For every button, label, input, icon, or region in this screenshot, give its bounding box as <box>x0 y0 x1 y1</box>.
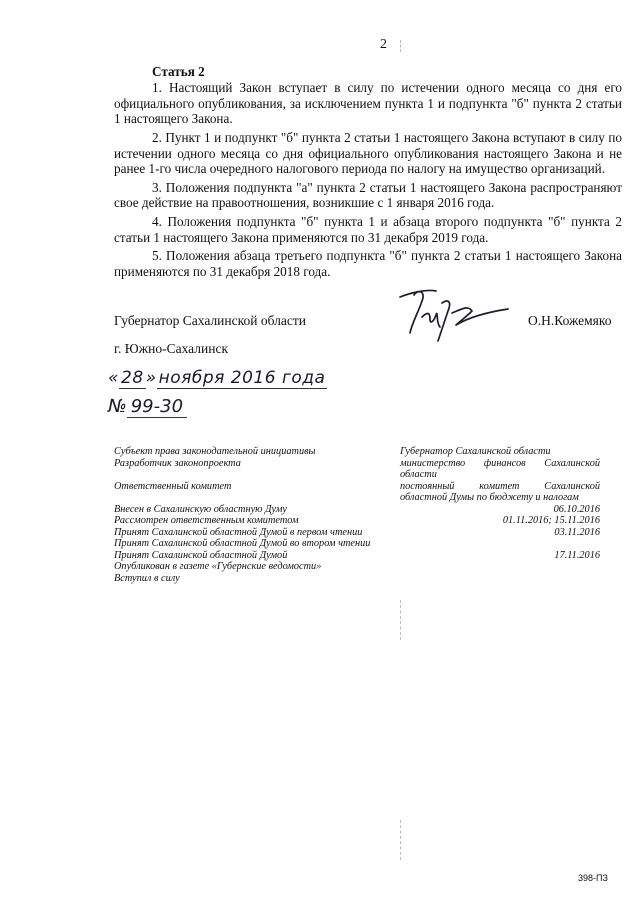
introduced-value: 06.10.2016 <box>553 503 600 515</box>
date-day: 28 <box>121 368 144 388</box>
scan-mark <box>400 40 401 52</box>
city: г. Южно-Сахалинск <box>114 341 229 356</box>
article-paragraph: 1. Настоящий Закон вступает в силу по истечении одного месяца со дня его официального опубликования, за исключением пункта 1 и подпункта "б" пункта 2 статьи 1 настоящего Закона. <box>114 80 622 127</box>
developer-value-cont: области <box>400 469 437 480</box>
date-open-quote: « <box>108 368 119 388</box>
initiative-subject-label: Субъект права законодательной инициативы <box>114 446 316 457</box>
document-code: 398-ПЗ <box>578 873 608 883</box>
second-reading-label: Принят Сахалинской областной Думой во втором чтении <box>114 538 371 549</box>
governor-title: Губернатор Сахалинской области <box>114 313 306 328</box>
article-paragraph: 3. Положения подпункта "а" пункта 2 статьи 1 настоящего Закона распространяют свое действие на правоотношения, возникшие с 1 января 2016 года. <box>114 179 622 211</box>
published-label: Опубликован в газете «Губернские ведомости» <box>114 561 322 572</box>
article-paragraph: 2. Пункт 1 и подпункт "б" пункта 2 статьи 1 настоящего Закона вступают в силу по истечении одного месяца со дня официального опубликования настоящего Закона и не ранее 1-го числа очередного налогового периода по налогу на имущество организаций. <box>114 130 622 176</box>
developer-label: Разработчик законопроекта <box>114 457 241 469</box>
article-title: Статья 2 <box>152 64 205 79</box>
article-paragraph: 4. Положения подпункта "б" пункта 1 и абзаца второго подпункта "б" пункта 2 статьи 1 настоящего Закона применяются по 31 декабря 2019 года. <box>114 214 622 245</box>
first-reading-label: Принят Сахалинской областной Думой в первом чтении <box>114 526 363 538</box>
committee-value-cont: областной Думы по бюджету и налогам <box>400 492 579 503</box>
article-paragraph: 5. Положения абзаца третьего подпункта "б" пункта 2 статьи 1 настоящего Закона применяются по 31 декабря 2018 года. <box>114 248 622 279</box>
introduced-label: Внесен в Сахалинскую областную Думу <box>114 503 287 515</box>
scan-mark <box>400 820 401 860</box>
scan-mark <box>400 600 401 640</box>
handwritten-signature <box>396 283 516 345</box>
adopted-value: 17.11.2016 <box>554 549 600 561</box>
in-force-label: Вступил в силу <box>114 572 180 584</box>
article-2 <box>114 64 622 283</box>
first-reading-value: 03.11.2016 <box>554 526 600 538</box>
developer-value: министерство финансов Сахалинской <box>400 457 600 469</box>
reviewed-value: 01.11.2016; 15.11.2016 <box>502 515 600 526</box>
law-number <box>108 396 187 417</box>
adopted-label: Принят Сахалинской областной Думой <box>114 549 288 561</box>
legislative-history-labels <box>114 446 394 584</box>
committee-value: постоянный комитет Сахалинской <box>400 480 600 492</box>
governor-name: О.Н.Кожемяко <box>528 313 612 328</box>
initiative-subject-value: Губернатор Сахалинской области <box>400 446 551 457</box>
number-sign: № <box>108 396 127 417</box>
number-value: 99-30 <box>127 396 187 418</box>
reviewed-label: Рассмотрен ответственным комитетом <box>114 515 299 526</box>
legislative-history-values <box>400 446 600 561</box>
date-month-year: ноября 2016 года <box>158 368 326 388</box>
signing-date <box>108 368 327 388</box>
page-number: 2 <box>380 37 387 52</box>
committee-label: Ответственный комитет <box>114 480 232 492</box>
date-close-quote: » <box>145 368 157 388</box>
